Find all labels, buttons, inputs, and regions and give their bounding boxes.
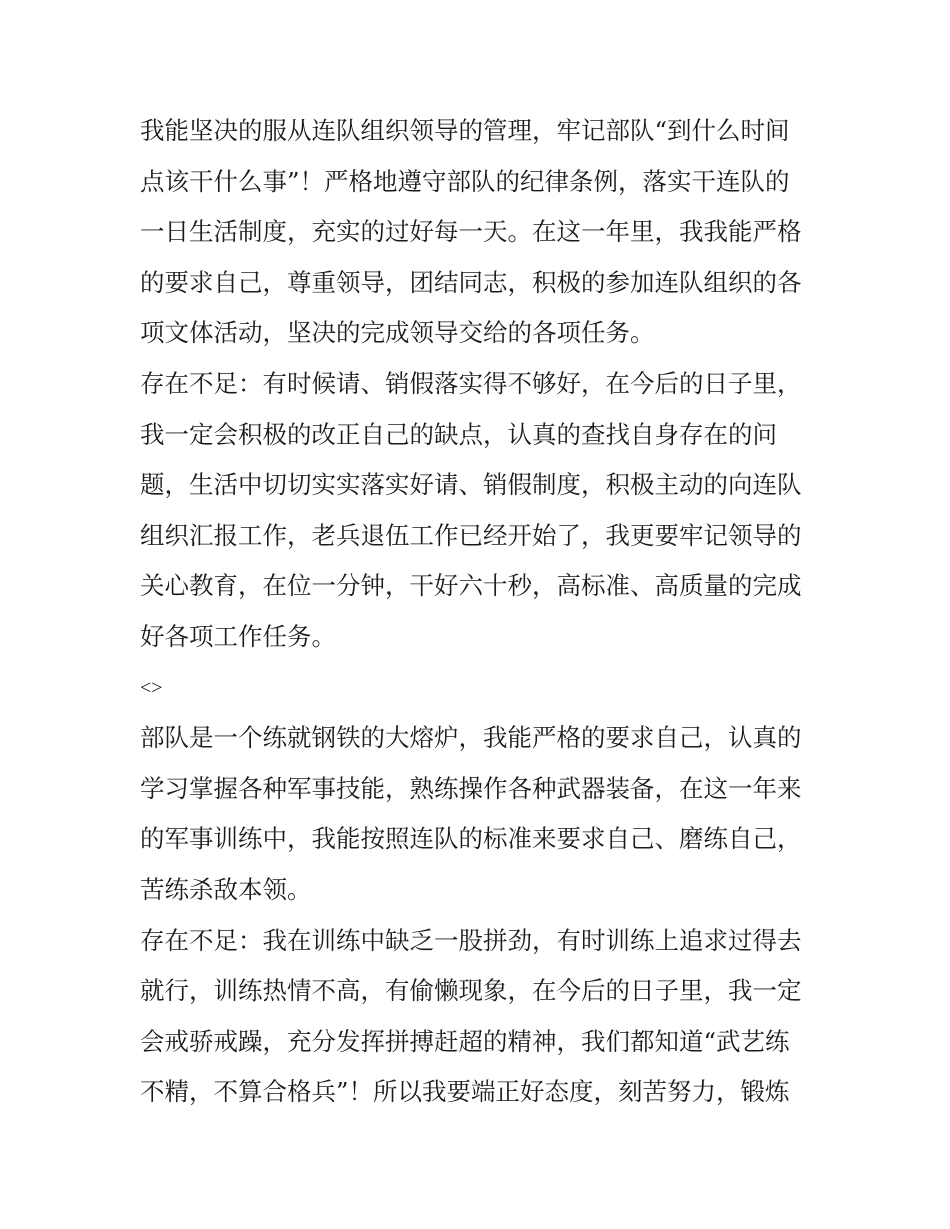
text-line: 项文体活动，坚决的完成领导交给的各项任务。: [140, 318, 655, 348]
text-line: 的军事训练中，我能按照连队的标准来要求自己、磨练自己，: [140, 824, 802, 854]
text-line: 会戒骄戒躁，充分发挥拼搏赶超的精神，我们都知道“武艺练: [140, 1026, 790, 1056]
text-line: 好各项工作任务。: [140, 621, 336, 651]
text-line: 题，生活中切切实实落实好请、销假制度，积极主动的向连队: [140, 470, 802, 500]
text-line: 我能坚决的服从连队组织领导的管理，牢记部队“到什么时间: [140, 116, 790, 145]
text-line: 我一定会积极的改正自己的缺点，认真的查找自身存在的问: [140, 419, 777, 449]
text-line: 点该干什么事”！严格地遵守部队的纪律条例，落实干连队的: [140, 166, 790, 196]
text-line: 关心教育，在位一分钟，干好六十秒，高标准、高质量的完成: [140, 571, 802, 601]
text-line: 的要求自己，尊重领导，团结同志，积极的参加连队组织的各: [140, 267, 802, 297]
text-line: 存在不足：有时候请、销假落实得不够好，在今后的日子里，: [140, 368, 802, 398]
text-line: 苦练杀敌本领。: [140, 874, 312, 904]
text-line: 组织汇报工作，老兵退伍工作已经开始了，我更要牢记领导的: [140, 520, 802, 550]
text-line: 存在不足：我在训练中缺乏一股拼劲，有时训练上追求过得去: [140, 925, 802, 955]
text-line: 学习掌握各种军事技能，熟练操作各种武器装备，在这一年来: [140, 773, 802, 803]
document-body: [140, 106, 820, 1118]
text-line: 部队是一个练就钢铁的大熔炉，我能严格的要求自己，认真的: [140, 723, 802, 753]
text-line: 不精，不算合格兵”！所以我要端正好态度，刻苦努力，锻炼: [140, 1077, 790, 1107]
text-line: 一日生活制度，充实的过好每一天。在这一年里，我我能严格: [140, 217, 802, 247]
section-marker: <>: [140, 676, 163, 699]
text-line: 就行，训练热情不高，有偷懒现象，在今后的日子里，我一定: [140, 976, 802, 1006]
